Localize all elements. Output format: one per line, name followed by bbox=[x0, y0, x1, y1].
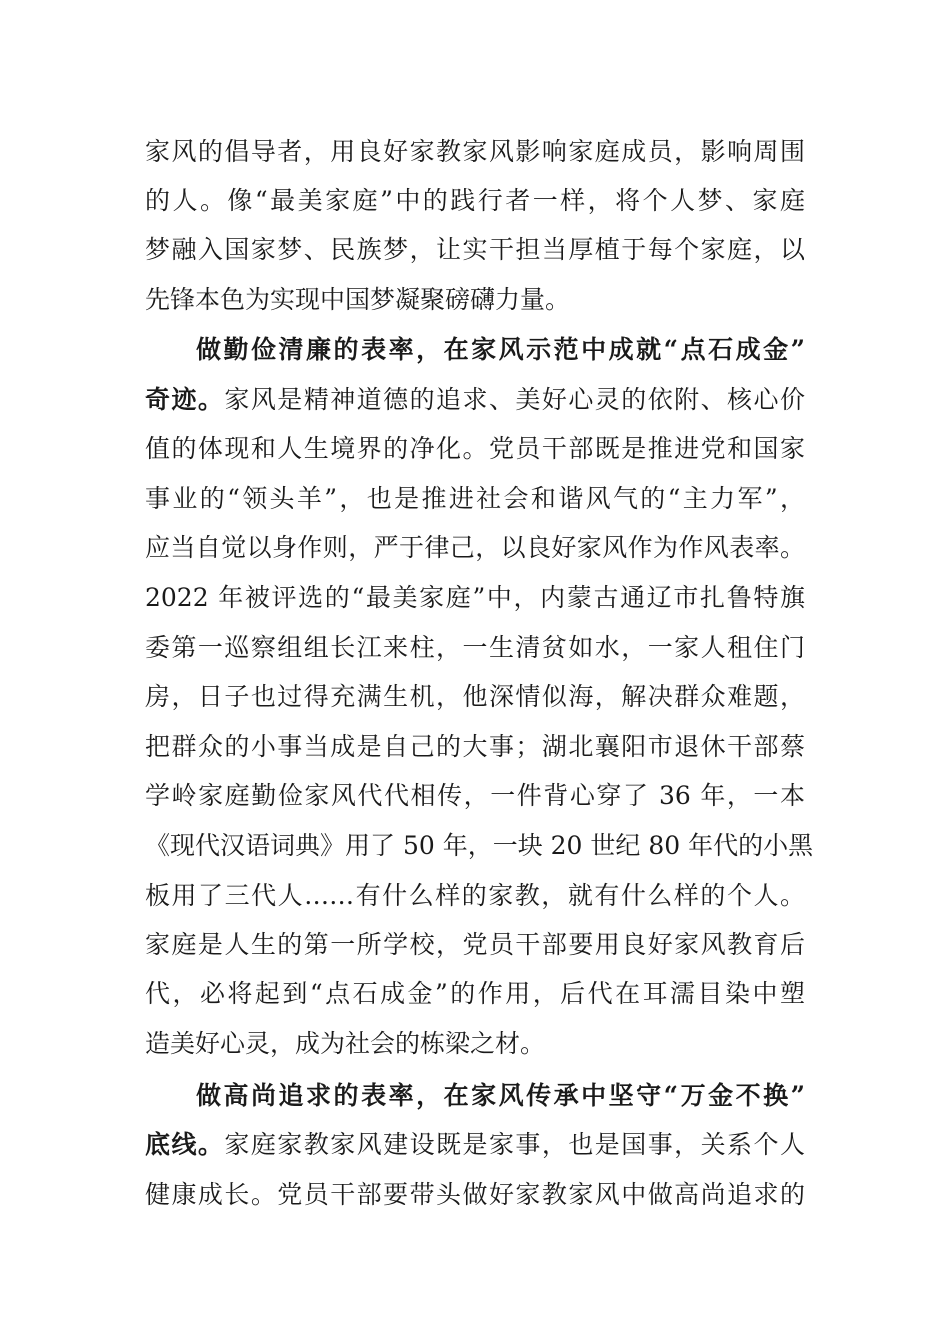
text-line bbox=[145, 628, 805, 668]
text-line bbox=[145, 380, 805, 420]
section-heading-line bbox=[196, 330, 805, 370]
line-text: 学岭家庭勤俭家风代代相传，一件背心穿了 36 年，一本 bbox=[145, 781, 805, 810]
text-line bbox=[145, 727, 805, 767]
section-heading-end: 奇迹。 bbox=[145, 385, 225, 414]
text-line bbox=[145, 974, 805, 1014]
text-line bbox=[145, 181, 805, 221]
line-text: 把群众的小事当成是自己的大事；湖北襄阳市退休干部蔡 bbox=[145, 732, 805, 761]
text-line bbox=[145, 776, 805, 816]
text-line bbox=[145, 876, 805, 916]
text-line bbox=[145, 1024, 805, 1064]
line-text: 造美好心灵，成为社会的栋梁之材。 bbox=[145, 1029, 546, 1058]
line-text: 委第一巡察组组长江来柱，一生清贫如水，一家人租住门 bbox=[145, 633, 805, 662]
text-line bbox=[145, 677, 805, 717]
line-text: 值的体现和人生境界的净化。党员干部既是推进党和国家 bbox=[145, 434, 805, 463]
text-line bbox=[145, 230, 805, 270]
line-text: 应当自觉以身作则，严于律己，以良好家风作为作风表率。 bbox=[145, 533, 805, 562]
line-text: 家庭是人生的第一所学校，党员干部要用良好家风教育后 bbox=[145, 930, 805, 959]
text-line bbox=[145, 1175, 805, 1215]
text-line bbox=[145, 1125, 805, 1165]
line-text: 先锋本色为实现中国梦凝聚磅礴力量。 bbox=[145, 285, 571, 314]
text-line bbox=[145, 826, 814, 866]
line-text: 2022 年被评选的“最美家庭”中，内蒙古通辽市扎鲁特旗 bbox=[145, 583, 805, 612]
text-line bbox=[145, 925, 805, 965]
line-text: 房，日子也过得充满生机，他深情似海，解决群众难题， bbox=[145, 682, 805, 711]
line-text: 家风的倡导者，用良好家教家风影响家庭成员，影响周围 bbox=[145, 137, 805, 166]
section-heading-line bbox=[196, 1076, 805, 1116]
line-text: 《现代汉语词典》用了 50 年，一块 20 世纪 80 年代的小黑 bbox=[145, 831, 814, 860]
line-text: 的人。像“最美家庭”中的践行者一样，将个人梦、家庭 bbox=[145, 186, 805, 215]
line-text: 事业的“领头羊”，也是推进社会和谐风气的“主力军”， bbox=[145, 484, 805, 513]
line-text: 代，必将起到“点石成金”的作用，后代在耳濡目染中塑 bbox=[145, 979, 805, 1008]
text-line bbox=[145, 280, 805, 320]
section-heading: 做高尚追求的表率，在家风传承中坚守“万金不换” bbox=[196, 1081, 805, 1110]
line-text: 板用了三代人……有什么样的家教，就有什么样的个人。 bbox=[145, 881, 805, 910]
text-line bbox=[145, 429, 805, 469]
text-line bbox=[145, 578, 805, 618]
line-text: 家风是精神道德的追求、美好心灵的依附、核心价 bbox=[224, 385, 805, 414]
line-text: 家庭家教家风建设既是家事，也是国事，关系个人 bbox=[224, 1130, 805, 1159]
section-heading-end: 底线。 bbox=[145, 1130, 225, 1159]
line-text: 梦融入国家梦、民族梦，让实干担当厚植于每个家庭，以 bbox=[145, 235, 805, 264]
text-line bbox=[145, 528, 805, 568]
text-line bbox=[145, 479, 805, 519]
line-text: 健康成长。党员干部要带头做好家教家风中做高尚追求的 bbox=[145, 1180, 805, 1209]
text-line bbox=[145, 132, 805, 172]
section-heading: 做勤俭清廉的表率，在家风示范中成就“点石成金” bbox=[196, 335, 805, 364]
